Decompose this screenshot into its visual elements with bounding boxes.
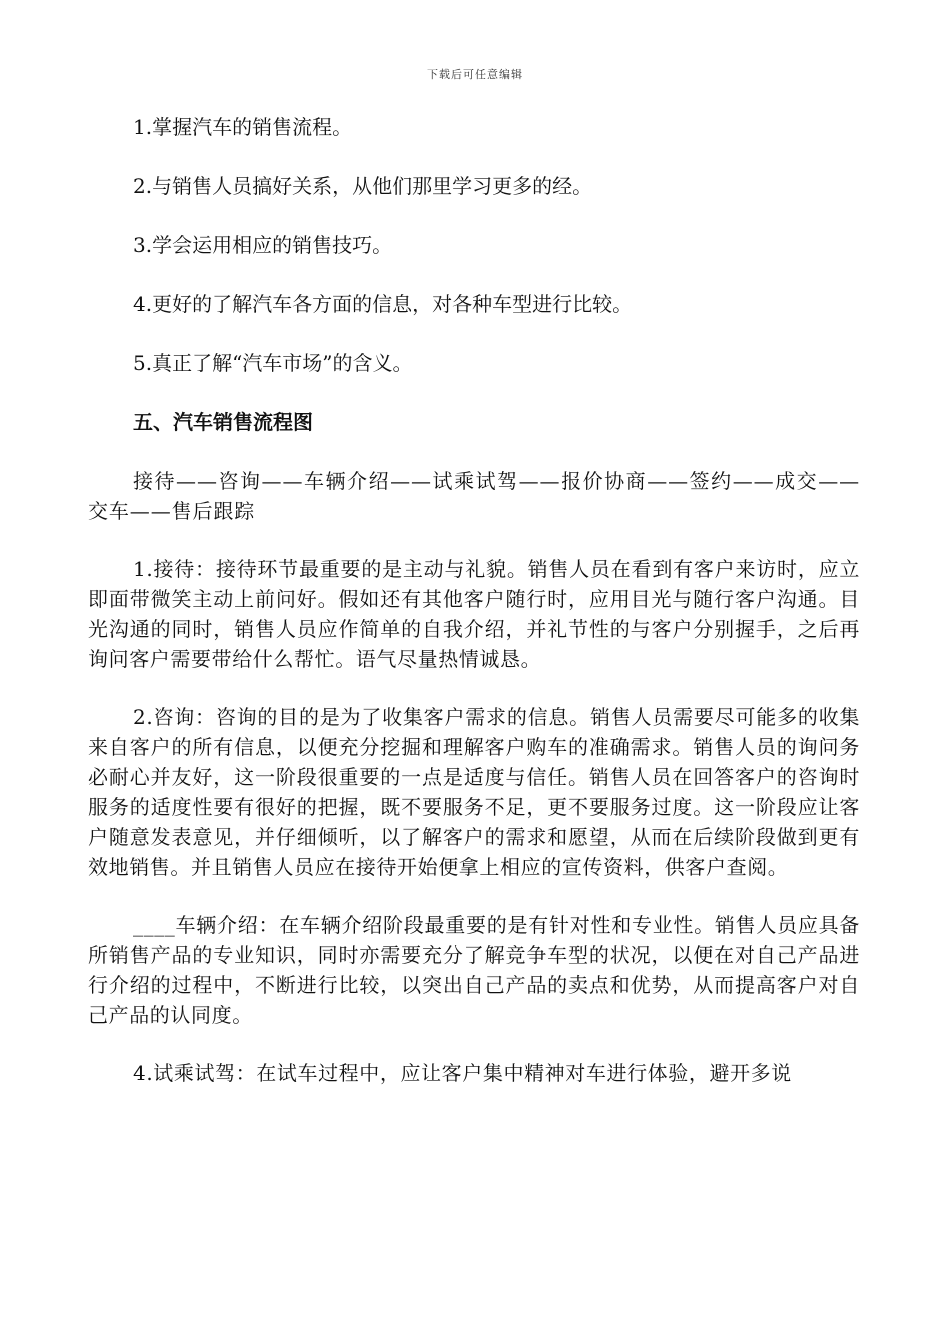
section-heading: 五、汽车销售流程图	[133, 410, 313, 434]
document-body	[88, 112, 860, 1116]
list-item-2: 2.与销售人员搞好关系，从他们那里学习更多的经。	[133, 174, 593, 198]
paragraph-vehicle-intro: ____车辆介绍：在车辆介绍阶段最重要的是有针对性和专业性。销售人员应具备所销售产品的专业知识，同时亦需要充分了解竞争车型的状况，以便在对自己产品进行介绍的过程中，不断进行比较，以突出自己产品的卖点和优势，从而提高客户对自己产品的认同度。	[88, 913, 860, 1027]
header-note: 下载后可任意编辑	[427, 68, 523, 81]
paragraph-test-drive: 4.试乘试驾：在试车过程中，应让客户集中精神对车进行体验，避开多说	[133, 1061, 792, 1085]
list-item-4: 4.更好的了解汽车各方面的信息，对各种车型进行比较。	[133, 292, 633, 316]
paragraph-consultation: 2.咨询：咨询的目的是为了收集客户需求的信息。销售人员需要尽可能多的收集来自客户的所有信息，以便充分挖掘和理解客户购车的准确需求。销售人员的询问务必耐心并友好，这一阶段很重要的一点是适度与信任。销售人员在回答客户的咨询时服务的适度性要有很好的把握，既不要服务不足，更不要服务过度。这一阶段应让客户随意发表意见，并仔细倾听，以了解客户的需求和愿望，从而在后续阶段做到更有效地销售。并且销售人员应在接待开始便拿上相应的宣传资料，供客户查阅。	[88, 705, 860, 879]
flow-paragraph: 接待——咨询——车辆介绍——试乘试驾——报价协商——签约——成交——交车——售后跟踪	[88, 469, 860, 523]
list-item-5: 5.真正了解“汽车市场”的含义。	[133, 351, 413, 375]
list-item-3: 3.学会运用相应的销售技巧。	[133, 233, 393, 257]
list-item-1: 1.掌握汽车的销售流程。	[133, 115, 353, 139]
paragraph-reception: 1.接待：接待环节最重要的是主动与礼貌。销售人员在看到有客户来访时，应立即面带微笑主动上前问好。假如还有其他客户随行时，应用目光与随行客户沟通。目光沟通的同时，销售人员应作简单的自我介绍，并礼节性的与客户分别握手，之后再询问客户需要带给什么帮忙。语气尽量热情诚恳。	[88, 557, 860, 671]
